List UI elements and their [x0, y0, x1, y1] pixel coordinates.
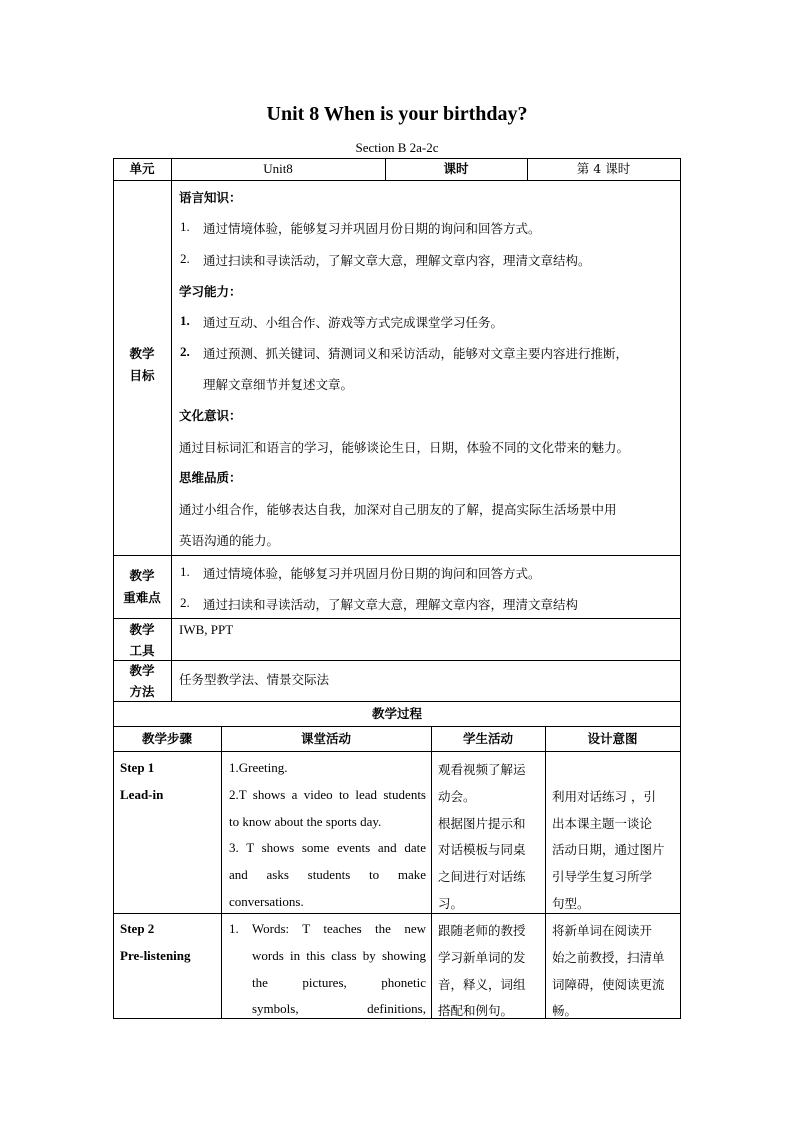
language-heading: 语言知识： — [179, 190, 242, 205]
step1-intent-line: 引导学生复习所学 — [552, 869, 653, 884]
ability-item: 通过预测、抓关键词、猜测词义和采访活动，能够对文章主要内容进行推断， — [203, 346, 629, 361]
col-divider — [221, 726, 222, 1018]
row-divider — [113, 180, 681, 181]
unit-value: Unit8 — [263, 161, 293, 176]
key-point-item: 通过情境体验，能够复习并巩固月份日期的询问和回答方式。 — [203, 566, 541, 581]
step1-intent-line: 句型。 — [552, 896, 590, 911]
step1-intent-line: 活动日期，通过图片 — [552, 842, 665, 857]
key-points-label-line2: 重难点 — [123, 590, 161, 605]
step2-name: Step 2 — [120, 921, 155, 936]
tools-label — [113, 619, 171, 661]
thinking-text-line: 通过小组合作，能够表达自我，加深对自己朋友的了解，提高实际生活场景中用 — [179, 502, 617, 517]
document-title: Unit 8 When is your birthday? — [266, 103, 528, 125]
objectives-label-line1: 教学 — [129, 346, 155, 361]
process-heading: 教学过程 — [371, 706, 422, 721]
table-border-bottom — [113, 1018, 681, 1019]
col-divider — [171, 158, 172, 701]
language-item-number: 2. — [180, 251, 190, 266]
step2-subtitle: Pre-listening — [120, 948, 191, 963]
tools-label-line1: 教学 — [129, 622, 155, 637]
document-subtitle: Section B 2a-2c — [355, 140, 439, 155]
step2-activity-line: symbols, definitions, — [252, 1001, 426, 1016]
table-border-right — [680, 158, 681, 1019]
step2-student-line: 跟随老师的教授 — [438, 923, 526, 938]
culture-heading: 文化意识： — [179, 408, 242, 423]
objectives-label-line2: 目标 — [129, 368, 155, 383]
methods-label-line1: 教学 — [129, 663, 155, 678]
step1-activity-line: to know about the sports day. — [229, 814, 382, 829]
ability-item: 通过互动、小组合作、游戏等方式完成课堂学习任务。 — [203, 315, 504, 330]
step2-intent-line: 始之前教授，扫清单 — [552, 950, 665, 965]
row-divider — [113, 751, 681, 752]
methods-label — [113, 660, 171, 702]
thinking-heading: 思维品质： — [179, 470, 242, 485]
column-header-step: 教学步骤 — [141, 731, 192, 746]
column-header-activity: 课堂活动 — [300, 731, 351, 746]
language-item-number: 1. — [180, 219, 190, 234]
row-divider — [113, 913, 681, 914]
step2-intent-line: 词障碍，使阅读更流 — [552, 977, 665, 992]
culture-text: 通过目标词汇和语言的学习，能够谈论生日，日期，体验不同的文化带来的魅力。 — [179, 440, 630, 455]
step1-student-line: 对话模板与同桌 — [438, 842, 526, 857]
step2-activity-line: the pictures, phonetic — [252, 975, 426, 990]
key-point-item: 通过扫读和寻读活动，了解文章大意，理解文章内容，理清文章结构 — [203, 597, 579, 612]
period-value: 第 4 课时 — [576, 161, 631, 176]
col-divider — [431, 726, 432, 1018]
ability-heading: 学习能力： — [179, 284, 242, 299]
step1-student-line: 动会。 — [438, 789, 476, 804]
step2-activity-line: 1. Words: T teaches the new — [229, 921, 426, 936]
row-divider — [113, 618, 681, 619]
step2-student-line: 音，释义，词组 — [438, 977, 526, 992]
row-divider — [113, 660, 681, 661]
step1-student-line: 习。 — [438, 896, 464, 911]
key-points-label-line1: 教学 — [129, 568, 155, 583]
language-item: 通过扫读和寻读活动，了解文章大意，理解文章内容，理清文章结构。 — [203, 253, 591, 268]
thinking-text-line: 英语沟通的能力。 — [179, 533, 280, 548]
key-point-number: 1. — [180, 564, 190, 579]
step1-activity-line: 1.Greeting. — [229, 760, 288, 775]
objectives-label — [113, 343, 171, 387]
unit-label: 单元 — [129, 161, 155, 176]
key-points-label — [113, 565, 171, 609]
col-divider — [545, 726, 546, 1018]
step2-student-line: 搭配和例句。 — [438, 1003, 514, 1018]
step1-activity-line: 3. T shows some events and date — [229, 840, 426, 855]
step2-student-line: 学习新单词的发 — [438, 950, 526, 965]
language-item: 通过情境体验，能够复习并巩固月份日期的询问和回答方式。 — [203, 221, 541, 236]
step2-activity-line: words in this class by showing — [252, 948, 426, 963]
methods-value: 任务型教学法、情景交际法 — [179, 672, 330, 687]
step2-intent-line: 畅。 — [552, 1003, 578, 1018]
step1-intent-line: 出本课主题一谈论 — [552, 816, 653, 831]
key-point-number: 2. — [180, 595, 190, 610]
step1-name: Step 1 — [120, 760, 155, 775]
step1-activity-line: and asks students to make — [229, 867, 426, 882]
period-label: 课时 — [443, 161, 469, 176]
step1-student-line: 观看视频了解运 — [438, 762, 526, 777]
methods-label-line2: 方法 — [129, 684, 155, 699]
ability-item-continued: 理解文章细节并复述文章。 — [203, 377, 354, 392]
step1-student-line: 之间进行对话练 — [438, 869, 526, 884]
column-header-student: 学生活动 — [462, 731, 513, 746]
step1-subtitle: Lead-in — [120, 787, 164, 802]
tools-label-line2: 工具 — [129, 643, 155, 658]
row-divider — [113, 555, 681, 556]
step1-activity-line: 2.T shows a video to lead students — [229, 787, 426, 802]
step1-intent-line: 利用对话练习 ，引 — [552, 789, 656, 804]
tools-value: IWB, PPT — [179, 622, 234, 637]
ability-item-number: 2. — [180, 344, 190, 359]
ability-item-number: 1. — [180, 313, 190, 328]
step1-activity-line: conversations. — [229, 894, 304, 909]
step2-intent-line: 将新单词在阅读开 — [552, 923, 653, 938]
column-header-intent: 设计意图 — [587, 731, 638, 746]
step1-student-line: 根据图片提示和 — [438, 816, 526, 831]
